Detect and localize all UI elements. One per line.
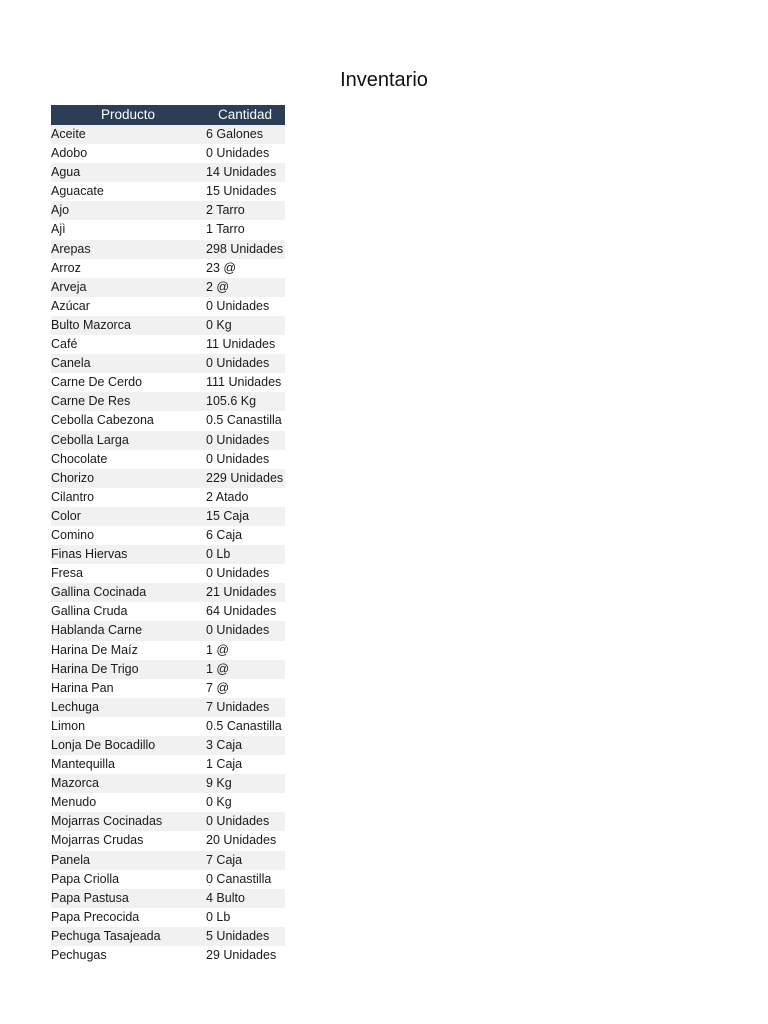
table-row xyxy=(51,163,285,182)
table-row xyxy=(51,717,285,736)
quantity-cell: 7 Caja xyxy=(205,851,285,870)
quantity-cell: 0 Unidades xyxy=(205,450,285,469)
product-name-cell: Gallina Cruda xyxy=(51,602,205,621)
quantity-cell: 3 Caja xyxy=(205,736,285,755)
table-body xyxy=(51,125,285,965)
quantity-cell: 14 Unidades xyxy=(205,163,285,182)
table-row xyxy=(51,278,285,297)
column-header-producto: Producto xyxy=(51,105,205,125)
quantity-cell: 21 Unidades xyxy=(205,583,285,602)
table-row xyxy=(51,507,285,526)
table-row xyxy=(51,755,285,774)
product-name-cell: Lechuga xyxy=(51,698,205,717)
product-name-cell: Menudo xyxy=(51,793,205,812)
table-row xyxy=(51,373,285,392)
table-row xyxy=(51,660,285,679)
product-name-cell: Cebolla Cabezona xyxy=(51,411,205,430)
quantity-cell: 2 Atado xyxy=(205,488,285,507)
product-name-cell: Gallina Cocinada xyxy=(51,583,205,602)
quantity-cell: 6 Galones xyxy=(205,125,285,144)
quantity-cell: 23 @ xyxy=(205,259,285,278)
quantity-cell: 1 @ xyxy=(205,641,285,660)
quantity-cell: 15 Caja xyxy=(205,507,285,526)
quantity-cell: 0 Unidades xyxy=(205,354,285,373)
quantity-cell: 20 Unidades xyxy=(205,831,285,850)
product-name-cell: Arroz xyxy=(51,259,205,278)
product-name-cell: Mazorca xyxy=(51,774,205,793)
quantity-cell: 15 Unidades xyxy=(205,182,285,201)
table-row xyxy=(51,927,285,946)
table-row xyxy=(51,392,285,411)
product-name-cell: Panela xyxy=(51,851,205,870)
quantity-cell: 0 Unidades xyxy=(205,812,285,831)
product-name-cell: Cebolla Larga xyxy=(51,431,205,450)
product-name-cell: Agua xyxy=(51,163,205,182)
quantity-cell: 64 Unidades xyxy=(205,602,285,621)
table-row xyxy=(51,812,285,831)
quantity-cell: 2 Tarro xyxy=(205,201,285,220)
quantity-cell: 7 Unidades xyxy=(205,698,285,717)
product-name-cell: Arveja xyxy=(51,278,205,297)
quantity-cell: 0.5 Canastilla xyxy=(205,717,285,736)
product-name-cell: Harina De Maíz xyxy=(51,641,205,660)
table-row xyxy=(51,698,285,717)
quantity-cell: 0 Unidades xyxy=(205,431,285,450)
table-row xyxy=(51,488,285,507)
table-row xyxy=(51,946,285,965)
product-name-cell: Aguacate xyxy=(51,182,205,201)
product-name-cell: Color xyxy=(51,507,205,526)
product-name-cell: Aceite xyxy=(51,125,205,144)
product-name-cell: Harina Pan xyxy=(51,679,205,698)
quantity-cell: 0 Lb xyxy=(205,908,285,927)
table-row xyxy=(51,908,285,927)
table-row xyxy=(51,870,285,889)
product-name-cell: Mantequilla xyxy=(51,755,205,774)
table-row xyxy=(51,431,285,450)
table-row xyxy=(51,144,285,163)
product-name-cell: Mojarras Cocinadas xyxy=(51,812,205,831)
quantity-cell: 6 Caja xyxy=(205,526,285,545)
table-row xyxy=(51,526,285,545)
quantity-cell: 0 Unidades xyxy=(205,621,285,640)
quantity-cell: 0 Unidades xyxy=(205,297,285,316)
column-header-cantidad: Cantidad xyxy=(205,105,285,125)
product-name-cell: Mojarras Crudas xyxy=(51,831,205,850)
table-row xyxy=(51,450,285,469)
table-row xyxy=(51,679,285,698)
quantity-cell: 1 Caja xyxy=(205,755,285,774)
quantity-cell: 9 Kg xyxy=(205,774,285,793)
table-row xyxy=(51,774,285,793)
quantity-cell: 298 Unidades xyxy=(205,240,285,259)
table-row xyxy=(51,831,285,850)
table-row xyxy=(51,583,285,602)
quantity-cell: 0 Unidades xyxy=(205,564,285,583)
quantity-cell: 0 Kg xyxy=(205,316,285,335)
table-row xyxy=(51,297,285,316)
table-row xyxy=(51,201,285,220)
quantity-cell: 2 @ xyxy=(205,278,285,297)
table-row xyxy=(51,602,285,621)
product-name-cell: Canela xyxy=(51,354,205,373)
product-name-cell: Papa Pastusa xyxy=(51,889,205,908)
product-name-cell: Chorizo xyxy=(51,469,205,488)
product-name-cell: Pechugas xyxy=(51,946,205,965)
product-name-cell: Adobo xyxy=(51,144,205,163)
table-row xyxy=(51,411,285,430)
product-name-cell: Bulto Mazorca xyxy=(51,316,205,335)
table-row xyxy=(51,851,285,870)
table-row xyxy=(51,220,285,239)
product-name-cell: Ajì xyxy=(51,220,205,239)
product-name-cell: Chocolate xyxy=(51,450,205,469)
quantity-cell: 0.5 Canastilla xyxy=(205,411,285,430)
table-row xyxy=(51,182,285,201)
product-name-cell: Arepas xyxy=(51,240,205,259)
table-row xyxy=(51,621,285,640)
quantity-cell: 0 Canastilla xyxy=(205,870,285,889)
table-row xyxy=(51,889,285,908)
quantity-cell: 4 Bulto xyxy=(205,889,285,908)
quantity-cell: 5 Unidades xyxy=(205,927,285,946)
table-row xyxy=(51,641,285,660)
table-row xyxy=(51,469,285,488)
product-name-cell: Finas Hiervas xyxy=(51,545,205,564)
product-name-cell: Azúcar xyxy=(51,297,205,316)
quantity-cell: 0 Unidades xyxy=(205,144,285,163)
product-name-cell: Comino xyxy=(51,526,205,545)
quantity-cell: 229 Unidades xyxy=(205,469,285,488)
table-row xyxy=(51,335,285,354)
table-row xyxy=(51,545,285,564)
quantity-cell: 11 Unidades xyxy=(205,335,285,354)
product-name-cell: Papa Precocida xyxy=(51,908,205,927)
quantity-cell: 111 Unidades xyxy=(205,373,285,392)
quantity-cell: 7 @ xyxy=(205,679,285,698)
product-name-cell: Ajo xyxy=(51,201,205,220)
product-name-cell: Café xyxy=(51,335,205,354)
table-row xyxy=(51,736,285,755)
product-name-cell: Limon xyxy=(51,717,205,736)
quantity-cell: 0 Kg xyxy=(205,793,285,812)
table-row xyxy=(51,564,285,583)
product-name-cell: Lonja De Bocadillo xyxy=(51,736,205,755)
table-row xyxy=(51,793,285,812)
page-title: Inventario xyxy=(340,69,428,91)
table-row xyxy=(51,240,285,259)
quantity-cell: 1 @ xyxy=(205,660,285,679)
product-name-cell: Pechuga Tasajeada xyxy=(51,927,205,946)
product-name-cell: Harina De Trigo xyxy=(51,660,205,679)
table-row xyxy=(51,125,285,144)
table-header-row xyxy=(51,105,285,125)
quantity-cell: 29 Unidades xyxy=(205,946,285,965)
table-row xyxy=(51,316,285,335)
product-name-cell: Hablanda Carne xyxy=(51,621,205,640)
product-name-cell: Fresa xyxy=(51,564,205,583)
quantity-cell: 105.6 Kg xyxy=(205,392,285,411)
product-name-cell: Cilantro xyxy=(51,488,205,507)
product-name-cell: Papa Criolla xyxy=(51,870,205,889)
product-name-cell: Carne De Res xyxy=(51,392,205,411)
quantity-cell: 0 Lb xyxy=(205,545,285,564)
table-row xyxy=(51,259,285,278)
table-row xyxy=(51,354,285,373)
product-name-cell: Carne De Cerdo xyxy=(51,373,205,392)
quantity-cell: 1 Tarro xyxy=(205,220,285,239)
inventory-table xyxy=(51,105,285,965)
